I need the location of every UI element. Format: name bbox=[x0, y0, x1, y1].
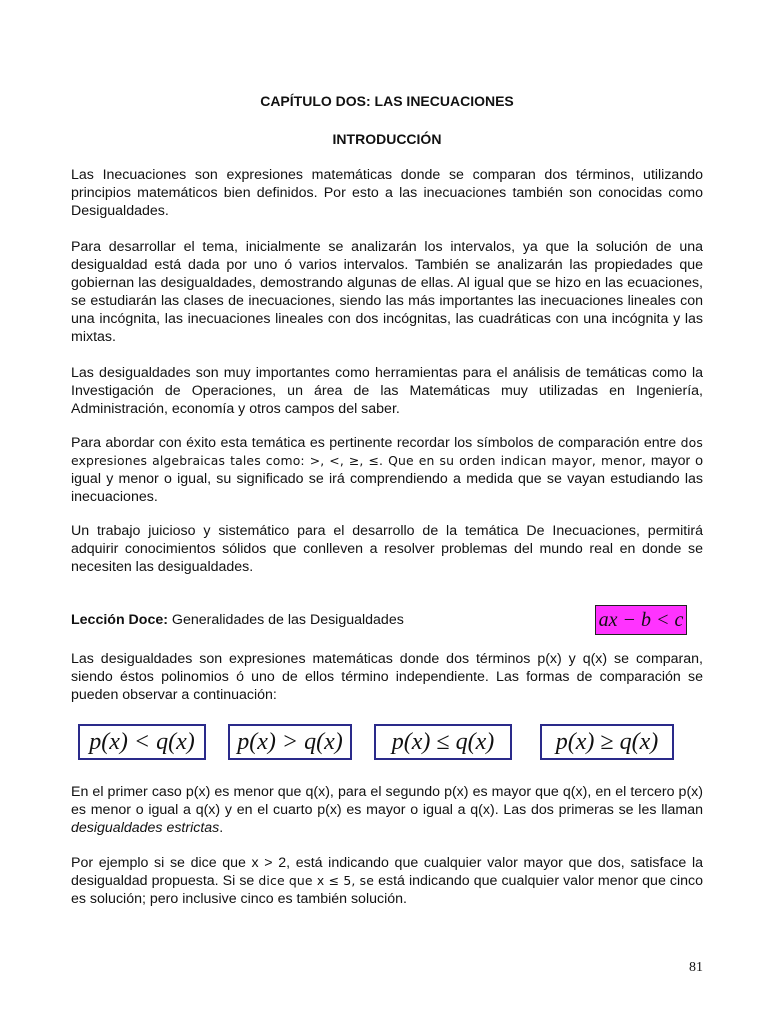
paragraph-3: Las desigualdades son muy importantes como herramientas para el análisis de temáticas como la Investigación de Operaciones, un área de las Matemáticas muy utilizadas en Ingeniería, Administración, economía y otros campos del saber. bbox=[71, 365, 703, 417]
formula-greater-equal: p(x) ≥ q(x) bbox=[540, 724, 674, 760]
paragraph-8 bbox=[71, 854, 703, 908]
paragraph-5: Un trabajo juicioso y sistemático para el desarrollo de la temática De Inecuaciones, permitirá adquirir conocimientos sólidos que conlleven a resolver problemas del mundo real en donde se necesiten las desigualdades. bbox=[71, 523, 703, 575]
section-title: INTRODUCCIÓN bbox=[332, 131, 442, 147]
paragraph-4-line-1: Para abordar con éxito esta temática es pertinente recordar los símbolos de comparación entre bbox=[71, 435, 677, 451]
lesson-formula: ax − b < c bbox=[595, 605, 687, 635]
formula-less-equal: p(x) ≤ q(x) bbox=[374, 724, 512, 760]
lesson-heading bbox=[71, 612, 404, 628]
lesson-title: Generalidades de las Desigualdades bbox=[167, 612, 404, 628]
formula-greater-than: p(x) > q(x) bbox=[228, 724, 352, 760]
paragraph-4-rest: mayor o igual y menor o igual, su significado se irá comprendiendo a medida que se vayan estudiando las inecuaciones. bbox=[71, 453, 703, 505]
chapter-title: CAPÍTULO DOS: LAS INECUACIONES bbox=[260, 93, 514, 109]
paragraph-4 bbox=[71, 434, 703, 506]
paragraph-8-text: Por ejemplo si se dice que x > 2, está indicando que cualquier valor mayor que dos, satisface la desigualdad propuesta. Si se bbox=[71, 855, 703, 889]
paragraph-6: Las desigualdades son expresiones matemáticas donde dos términos p(x) y q(x) se comparan, siendo éstos polinomios ó uno de ellos término independiente. Las formas de comparación se pueden observar a continuación: bbox=[71, 651, 703, 703]
lesson-label: Lección Doce: bbox=[71, 612, 168, 628]
paragraph-1: Las Inecuaciones son expresiones matemáticas donde se comparan dos términos, utilizando principios matemáticos bien definidos. Por esto a las inecuaciones también son conocidas como Desigualdades. bbox=[71, 167, 703, 219]
paragraph-7-text: En el primer caso p(x) es menor que q(x), para el segundo p(x) es mayor que q(x), en el tercero p(x) es menor o igual a q(x) y en el cuarto p(x) es mayor o igual a q(x). Las dos primeras se les llaman bbox=[71, 784, 703, 818]
strict-inequalities-term: desigualdades estrictas bbox=[71, 820, 220, 836]
paragraph-8-example: dice que x ≤ 5, se bbox=[258, 873, 375, 888]
paragraph-2: Para desarrollar el tema, inicialmente se analizarán los intervalos, ya que la solución de una desigualdad está dada por uno ó varios intervalos. También se analizarán las propiedades que gobiernan las desigualdades, demostrando algunas de ellas. Al igual que se hizo en las ecuaciones, se estudiarán las clases de inecuaciones, siendo las más importantes las inecuaciones lineales con una incógnita, las inecuaciones lineales con dos incógnitas, las cuadráticas con una incógnita y las mixtas. bbox=[71, 239, 703, 345]
page-number: 81 bbox=[689, 960, 703, 975]
paragraph-7 bbox=[71, 783, 703, 837]
paragraph-8-end: está indicando que cualquier valor menor que cinco es solución; pero inclusive cinco es también solución. bbox=[71, 873, 704, 907]
paragraph-7-end: . bbox=[219, 820, 224, 836]
paragraph-4-symbols: dos expresiones algebraicas tales como: >, <, ≥, ≤. Que en su orden indican mayor, menor, bbox=[71, 435, 703, 468]
formula-less-than: p(x) < q(x) bbox=[78, 724, 206, 760]
